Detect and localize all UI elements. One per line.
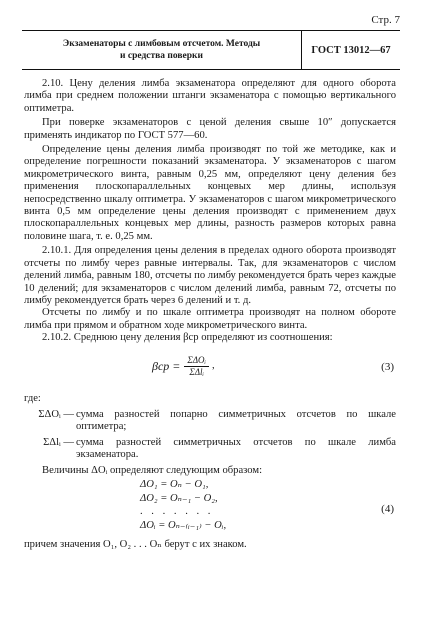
- formula-3-expression: [152, 355, 215, 378]
- formula-3-denominator: ΣΔlᵢ: [189, 366, 204, 377]
- formula-3: [24, 351, 396, 391]
- definition-symbol: ΣΔlᵢ —: [43, 436, 74, 448]
- paragraph-readings: Отсчеты по лимбу и по шкале оптиметра производят на полном обороте лимба при прямом и обратном ходе микрометрического винта.: [24, 307, 396, 331]
- definition-sum-optimeter: [24, 409, 396, 434]
- formula-4-dots: . . . . . . .: [140, 505, 214, 517]
- formula-4-line-2: ΔO₂ = Oₙ₋₁ − O₂,: [140, 492, 218, 504]
- formula-3-fraction: [184, 355, 209, 378]
- formula-3-numerator: ΣΔOᵢ: [184, 355, 209, 367]
- formula-3-number: (3): [381, 360, 394, 373]
- paragraph-indicator: При поверке экзаменаторов с ценой деления свыше 10″ допускается применять индикатор по ГОСТ 577—60.: [24, 117, 396, 141]
- paragraph-2-10: 2.10. Цену деления лимба экзаменатора определяют для одного оборота лимба при среднем положении штанги экзаменатора с помощью вертикального оптиметра.: [24, 78, 396, 114]
- page-number: Стр. 7: [371, 14, 400, 26]
- formula-3-comma: ,: [211, 359, 215, 371]
- page-header: [22, 30, 400, 70]
- document-body: [24, 78, 396, 551]
- formula-4-line-1: ΔO₁ = Oₙ − O₁,: [140, 478, 209, 490]
- paragraph-method: Определение цены деления лимба производят по той же методике, как и определение погрешности показаний экзаменатора. У экзаменаторов с шагом микрометрического винта, равным 0,25 мм, определяют цену деления без применения плоскопараллельных концевых мер длины, используя непосредственно шкалу оптиметра. У экзаменаторов с шагом микрометрического винта 0,5 мм определение цены деления производят с применением двух плоскопараллельных концевых мер длины, разность размеров которых равна половине шага, т. е. 0,25 мм.: [24, 144, 396, 242]
- paragraph-values: Величины ΔOᵢ определяют следующим образом:: [42, 464, 263, 476]
- header-title-line2: и средства поверки: [120, 51, 203, 61]
- definition-symbol: ΣΔOᵢ —: [38, 408, 74, 420]
- definition-text: сумма разностей попарно симметричных отсчетов по шкале оптиметра;: [76, 408, 396, 433]
- header-title: [22, 31, 302, 69]
- definition-sum-limb: [24, 437, 396, 462]
- formula-4-line-3: ΔOᵢ = Oₙ₋₍ᵢ₋₁₎ − Oᵢ,: [140, 519, 227, 531]
- where-label: где:: [24, 392, 41, 404]
- formula-4-number: (4): [381, 502, 394, 515]
- formula-3-lhs: βср =: [152, 358, 181, 373]
- paragraph-2-10-2: 2.10.2. Среднюю цену деления βср определяют из соотношения:: [42, 332, 333, 344]
- formula-4: [24, 479, 396, 539]
- paragraph-sign-note: причем значения O₁, O₂ . . . Oₙ берут с их знаком.: [24, 538, 247, 550]
- header-gost-number: ГОСТ 13012—67: [311, 44, 391, 56]
- definition-text: сумма разностей симметричных отсчетов по шкале лимба экзаменатора.: [76, 436, 396, 461]
- header-title-line1: Экзаменаторы с лимбовым отсчетом. Методы: [62, 39, 261, 49]
- paragraph-2-10-1: 2.10.1. Для определения цены деления в пределах одного оборота производят отсчеты по лимбу через равные интервалы. Так, для экзаменаторов с числом делений лимба, равным 180, отсчеты по лимбу рекомендуется брать через каждые 10 делений; для экзаменаторов с числом делений лимба, равным 72, отсчеты по лимбу рекомендуется брать через 6 делений и т. д.: [24, 245, 396, 306]
